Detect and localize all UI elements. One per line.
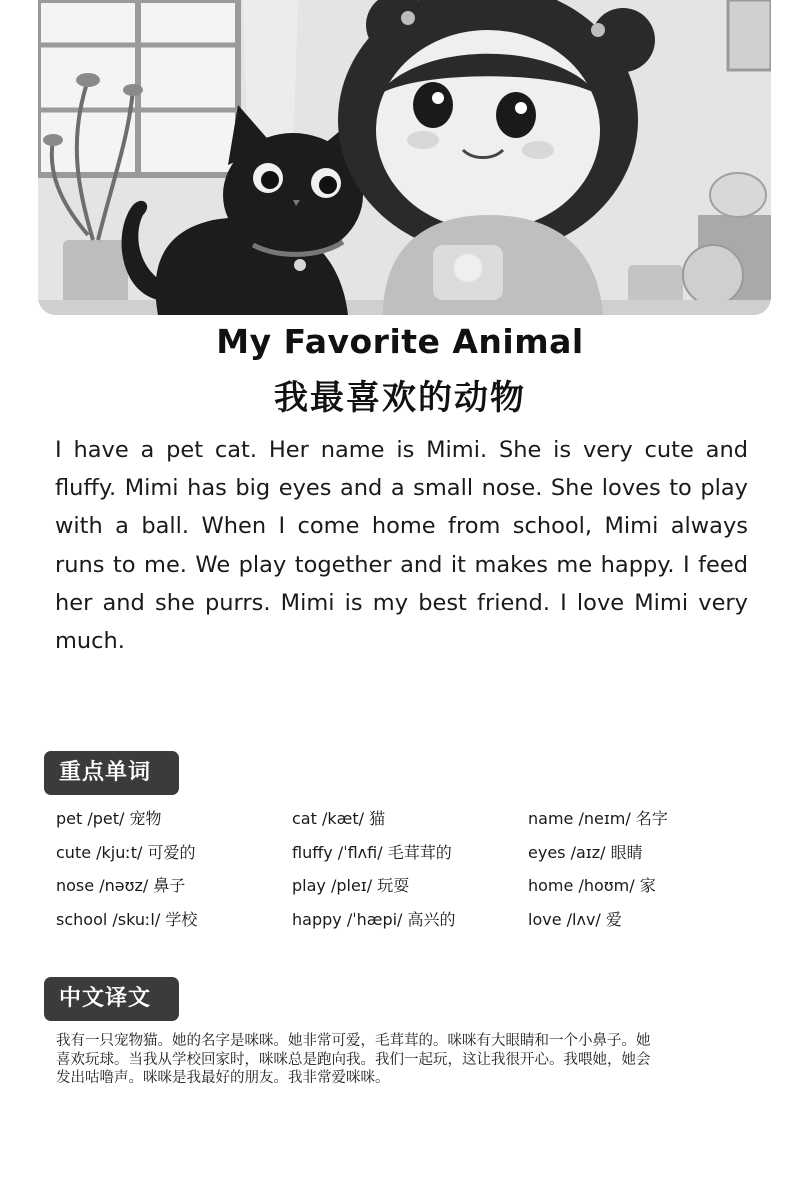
vocab-item: fluffy /ˈflʌfi/ 毛茸茸的 <box>292 842 452 862</box>
title-chinese: 我最喜欢的动物 <box>274 378 526 418</box>
vocab-item: pet /pet/ 宠物 <box>56 809 162 828</box>
story-illustration <box>38 0 771 315</box>
vocab-item: cat /kæt/ 猫 <box>292 809 386 828</box>
vocab-item: school /skuːl/ 学校 <box>56 909 198 929</box>
translation-text: 我有一只宠物猫。她的名字是咪咪。她非常可爱，毛茸茸的。咪咪有大眼睛和一个小鼻子。她喜欢玩球。当我从学校回家时，咪咪总是跑向我。我们一起玩，这让我很开心。我喂她，她会发出咕噜声。咪咪是我最好的朋友。我非常爱咪咪。 <box>56 1033 651 1086</box>
vocab-item: home /hoʊm/ 家 <box>528 876 656 895</box>
vocab-item: play /pleɪ/ 玩耍 <box>292 876 410 895</box>
vocab-item: cute /kjuːt/ 可爱的 <box>56 842 196 862</box>
girl-and-cat-icon <box>38 0 771 315</box>
story-text: I have a pet cat. Her name is Mimi. She is very cute and fluffy. Mimi has big eyes and a small nose. She loves to play with a ball. When I come home from school, Mimi always runs to me. We play together and it makes me happy. I feed her and she purrs. Mimi is my best friend. I love Mimi very much. <box>55 437 748 655</box>
vocab-item: happy /ˈhæpi/ 高兴的 <box>292 909 456 929</box>
vocab-item: nose /nəʊz/ 鼻子 <box>56 876 186 895</box>
vocab-item: eyes /aɪz/ 眼睛 <box>528 842 643 862</box>
vocab-section-label: 重点单词 <box>44 751 179 795</box>
title-english: My Favorite Animal <box>216 322 584 361</box>
vocab-item: love /lʌv/ 爱 <box>528 909 622 929</box>
vocab-item: name /neɪm/ 名字 <box>528 809 668 828</box>
vocab-list <box>56 806 766 940</box>
translation-section-label: 中文译文 <box>44 977 179 1021</box>
